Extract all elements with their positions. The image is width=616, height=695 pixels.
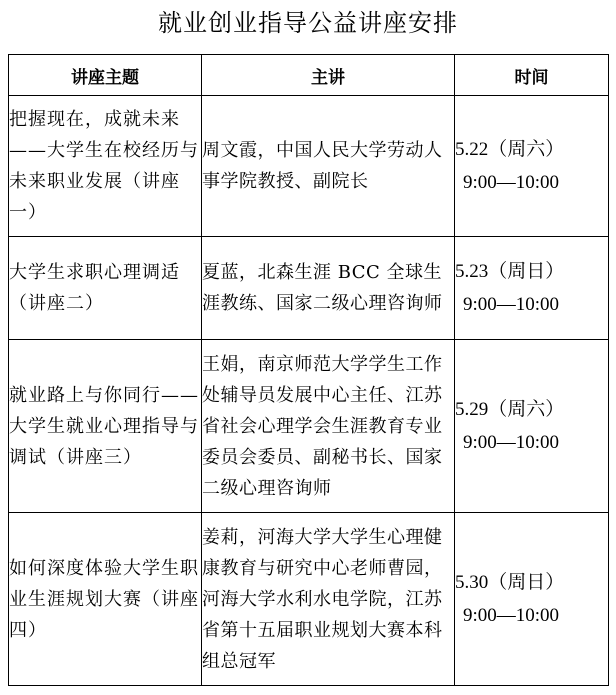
lecture-time-cell <box>455 237 609 340</box>
table-header-row <box>9 55 609 96</box>
page-title: 就业创业指导公益讲座安排 <box>158 9 458 37</box>
lecture-hours: 9:00—10:00 <box>463 294 560 315</box>
table-row <box>9 96 609 237</box>
header-speaker: 主讲 <box>202 55 455 96</box>
table-row <box>9 237 609 340</box>
lecture-topic: 把握现在，成就未来——大学生在校经历与未来职业发展（讲座一） <box>9 96 202 237</box>
lecture-date: 5.30（周日） <box>455 572 565 593</box>
lecture-hours: 9:00—10:00 <box>463 605 560 626</box>
lecture-time-cell <box>455 340 609 513</box>
lecture-topic: 就业路上与你同行——大学生就业心理指导与调试（讲座三） <box>9 340 202 513</box>
header-time: 时间 <box>455 55 609 96</box>
lecture-time-cell <box>455 96 609 237</box>
lecture-speaker: 夏蓝，北森生涯 BCC 全球生涯教练、国家二级心理咨询师 <box>202 237 455 340</box>
lecture-schedule-table <box>8 54 609 686</box>
lecture-date: 5.29（周六） <box>455 399 565 420</box>
lecture-topic: 如何深度体验大学生职业生涯规划大赛（讲座四） <box>9 513 202 686</box>
lecture-date: 5.22（周六） <box>455 139 565 160</box>
lecture-speaker: 王娟，南京师范大学学生工作处辅导员发展中心主任、江苏省社会心理学会生涯教育专业委员会委员、副秘书长、国家二级心理咨询师 <box>202 340 455 513</box>
lecture-speaker: 周文霞，中国人民大学劳动人事学院教授、副院长 <box>202 96 455 237</box>
lecture-date: 5.23（周日） <box>455 261 565 282</box>
lecture-time-cell <box>455 513 609 686</box>
lecture-topic: 大学生求职心理调适（讲座二） <box>9 237 202 340</box>
table-row <box>9 513 609 686</box>
lecture-hours: 9:00—10:00 <box>463 432 560 453</box>
header-topic: 讲座主题 <box>9 55 202 96</box>
table-row <box>9 340 609 513</box>
lecture-speaker: 姜莉，河海大学大学生心理健康教育与研究中心老师曹园，河海大学水利水电学院，江苏省第十五届职业规划大赛本科组总冠军 <box>202 513 455 686</box>
lecture-hours: 9:00—10:00 <box>463 172 560 193</box>
